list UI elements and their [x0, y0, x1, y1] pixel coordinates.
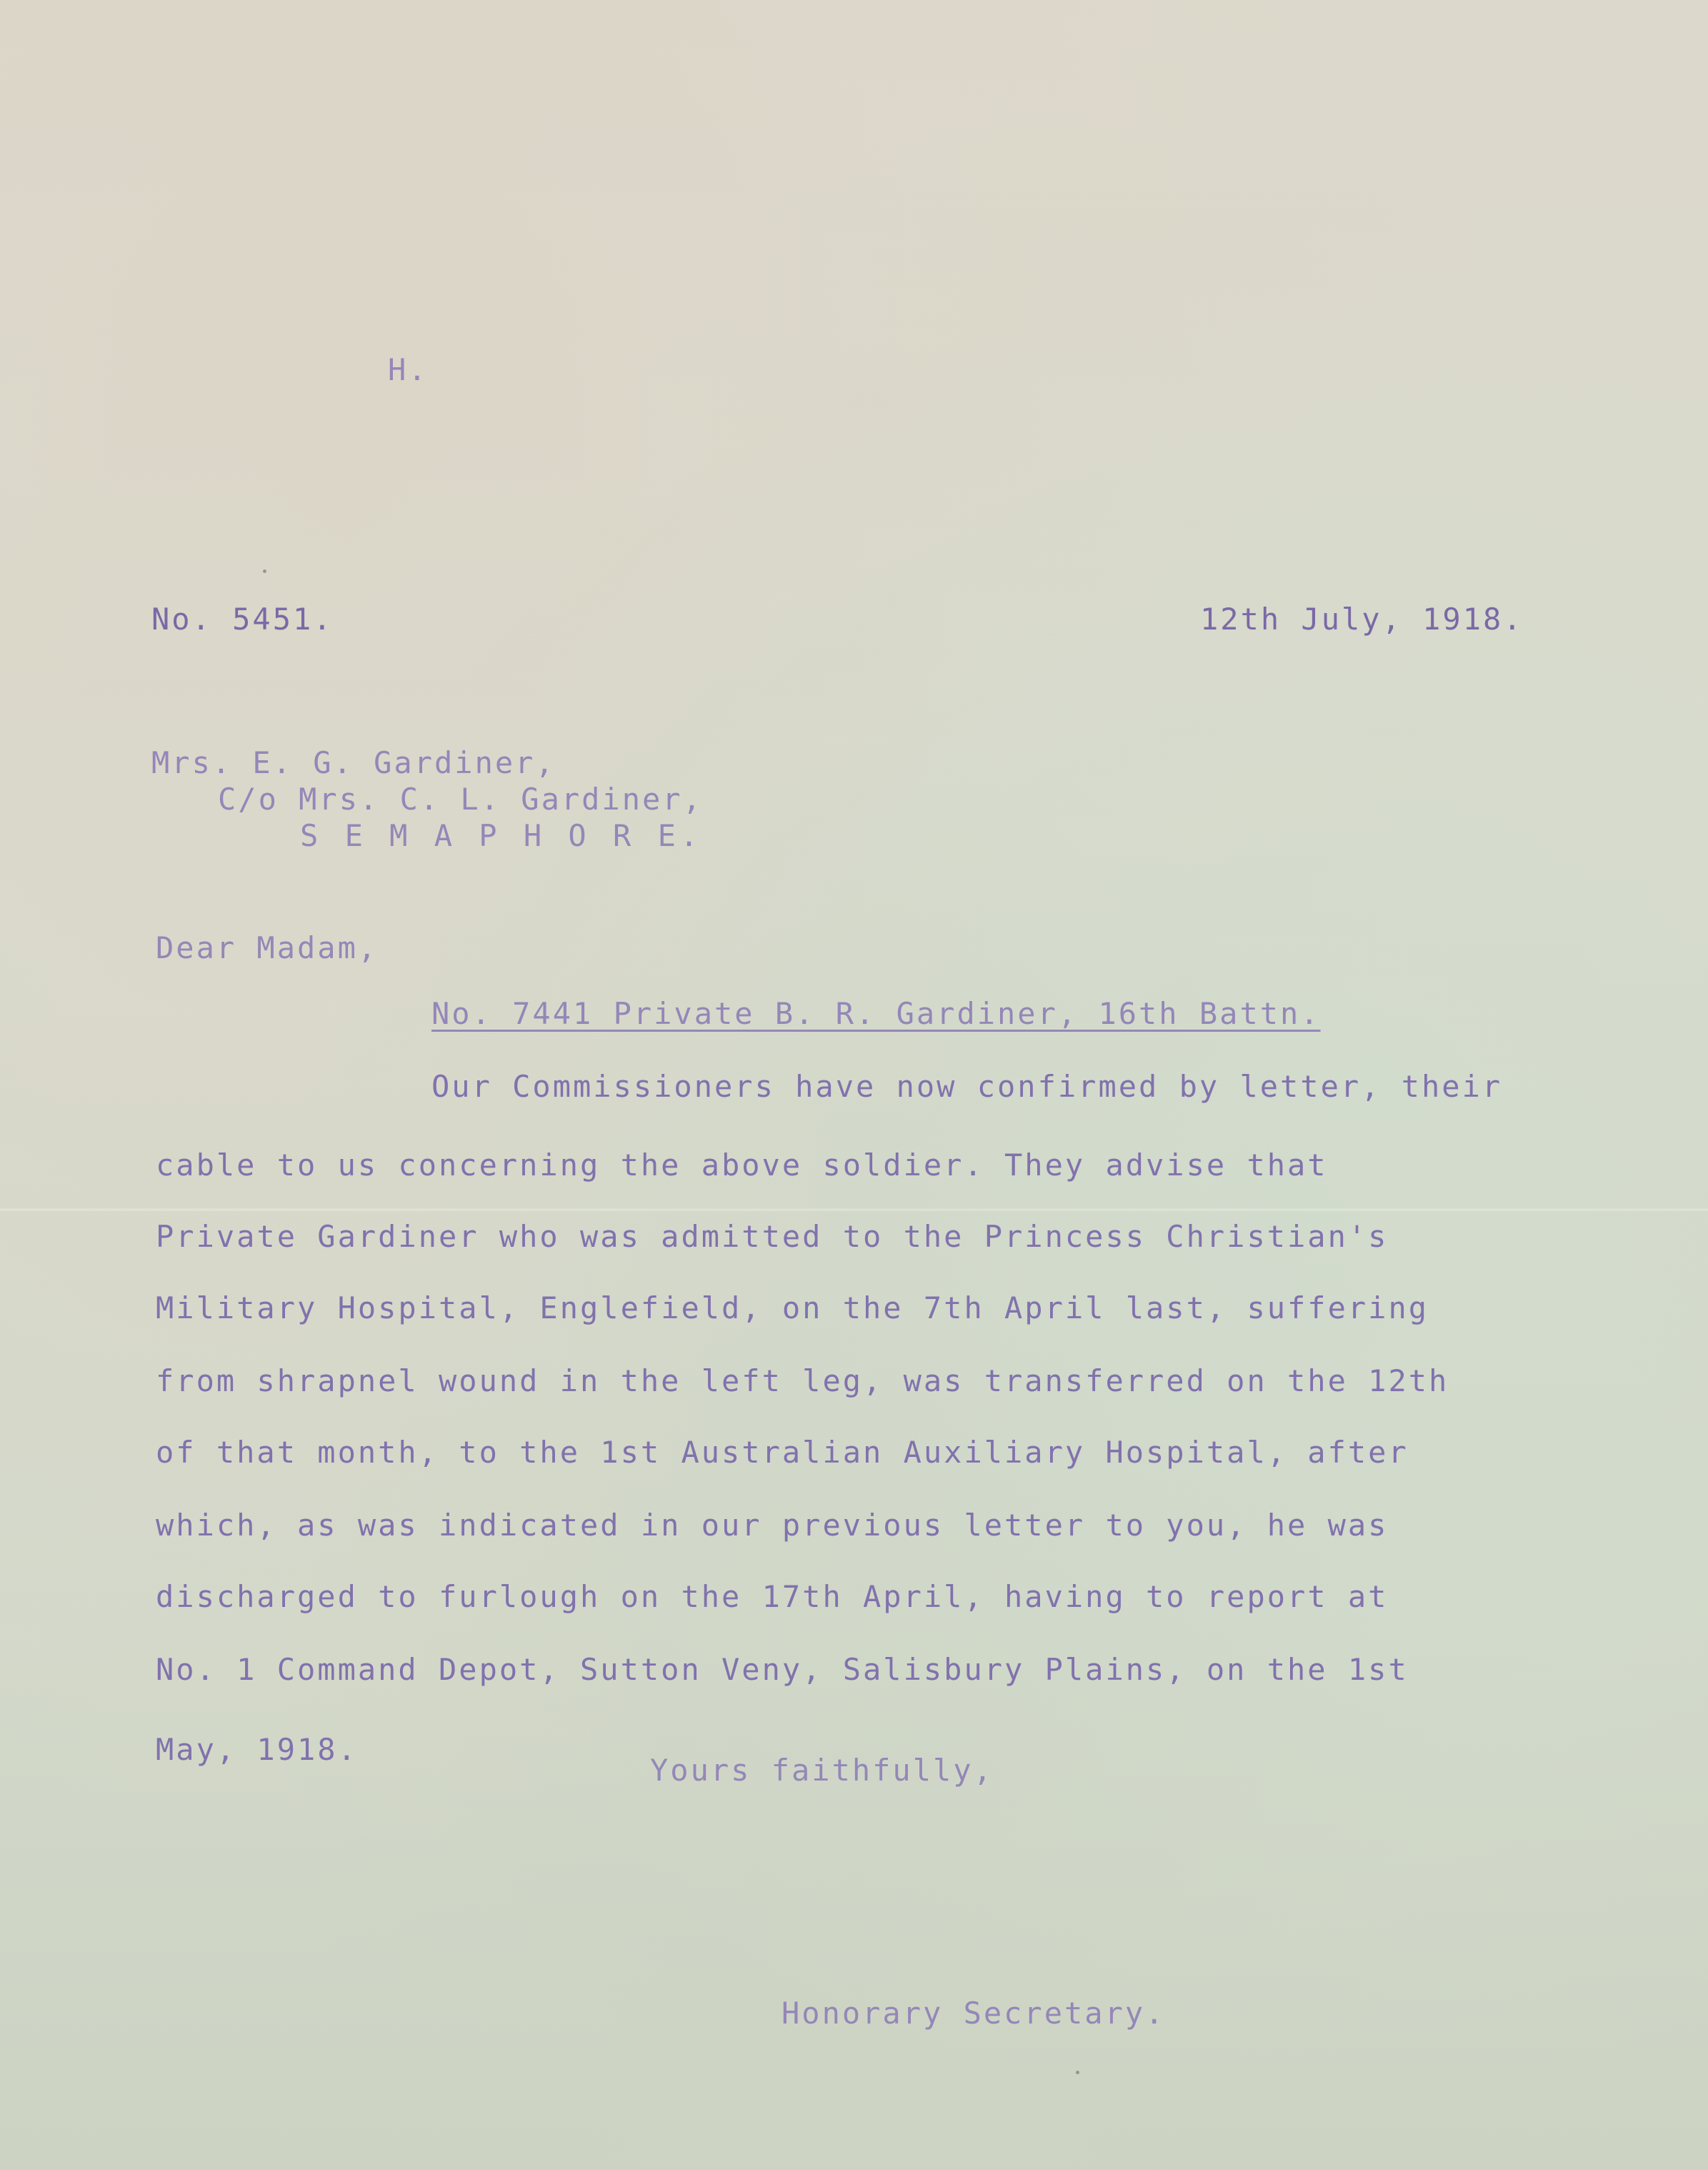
body-line: which, as was indicated in our previous letter to you, he was: [156, 1508, 1389, 1543]
file-mark: H.: [388, 352, 429, 387]
recipient-line-3: S E M A P H O R E.: [300, 818, 703, 853]
body-line: Military Hospital, Englefield, on the 7th April last, suffering: [156, 1290, 1429, 1325]
body-line: No. 1 Command Depot, Sutton Veny, Salisbury Plains, on the 1st: [156, 1652, 1409, 1687]
signatory-title: Honorary Secretary.: [781, 1996, 1166, 2031]
recipient-line-2: C/o Mrs. C. L. Gardiner,: [218, 782, 703, 817]
recipient-line-1: Mrs. E. G. Gardiner,: [151, 745, 556, 780]
reference-number: No. 5451.: [151, 602, 334, 637]
letter-date: 12th July, 1918.: [1200, 602, 1524, 637]
body-line: of that month, to the 1st Australian Auxiliary Hospital, after: [156, 1435, 1409, 1470]
paper-speck: [1076, 2071, 1079, 2074]
subject-line: No. 7441 Private B. R. Gardiner, 16th Battn.: [431, 996, 1321, 1031]
body-line: Our Commissioners have now confirmed by letter, their: [431, 1069, 1503, 1104]
body-line: discharged to furlough on the 17th April, having to report at: [156, 1579, 1389, 1614]
body-line: cable to us concerning the above soldier. They advise that: [156, 1148, 1328, 1183]
salutation: Dear Madam,: [156, 930, 379, 965]
paper-speck: [263, 569, 266, 573]
body-line: May, 1918.: [156, 1732, 358, 1767]
closing: Yours faithfully,: [650, 1753, 994, 1788]
body-line: from shrapnel wound in the left leg, was transferred on the 12th: [156, 1363, 1449, 1398]
body-line: Private Gardiner who was admitted to the Princess Christian's: [156, 1219, 1389, 1254]
paper-fold-line: [0, 1208, 1708, 1212]
